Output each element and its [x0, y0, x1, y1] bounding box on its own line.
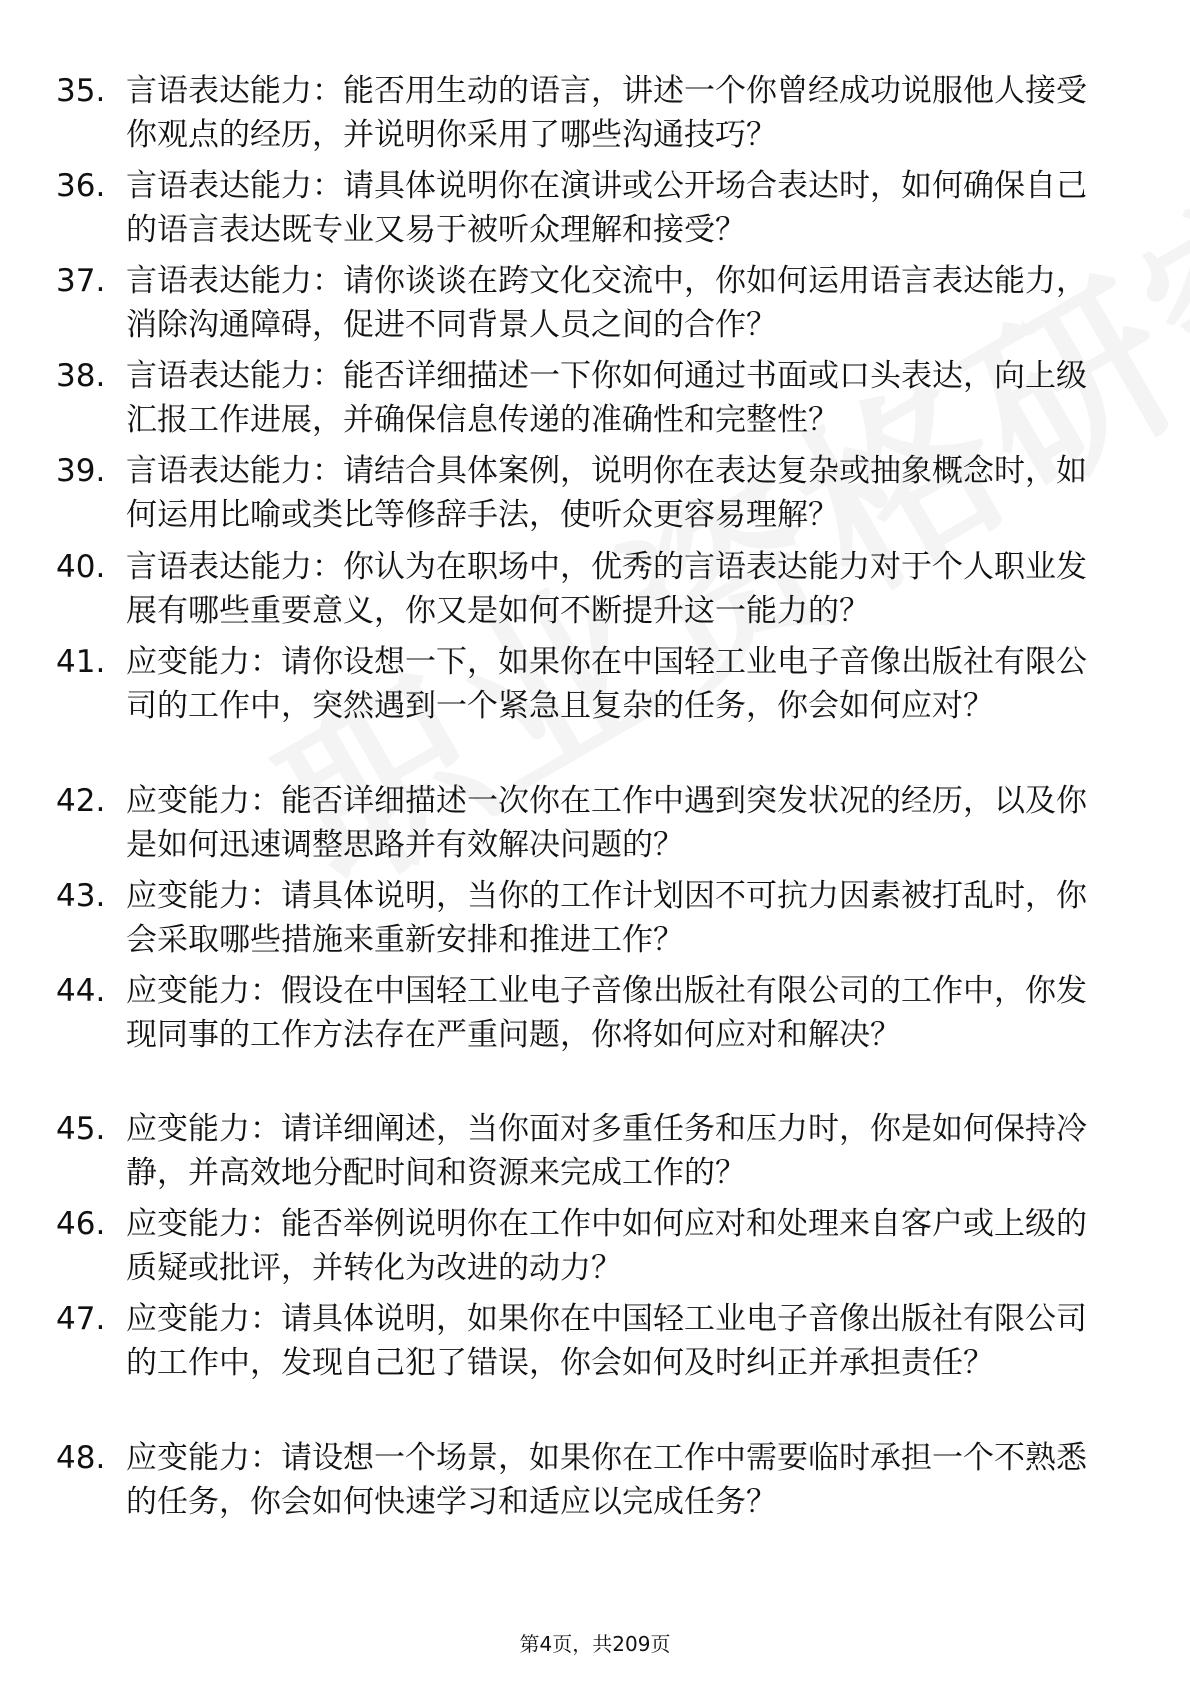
question-number: 46. [56, 1206, 106, 1242]
question-number: 38. [56, 358, 106, 394]
question-text: 言语表达能力：请你谈谈在跨文化交流中，你如何运用语言表达能力，消除沟通障碍，促进不同背景人员之间的合作？ [126, 263, 1087, 343]
question-number: 41. [56, 644, 106, 680]
question-item-42 [56, 779, 1116, 867]
question-text: 言语表达能力：请结合具体案例，说明你在表达复杂或抽象概念时，如何运用比喻或类比等修辞手法，使听众更容易理解？ [126, 453, 1087, 533]
question-number: 40. [56, 549, 106, 585]
question-text: 应变能力：请设想一个场景，如果你在工作中需要临时承担一个不熟悉的任务，你会如何快速学习和适应以完成任务？ [126, 1440, 1087, 1520]
question-number: 42. [56, 783, 106, 819]
question-number: 37. [56, 263, 106, 299]
question-item-35 [56, 69, 1116, 157]
question-text: 应变能力：请详细阐述，当你面对多重任务和压力时，你是如何保持冷静，并高效地分配时间和资源来完成工作的？ [126, 1111, 1087, 1191]
question-item-36 [56, 164, 1116, 252]
question-item-48 [56, 1436, 1116, 1524]
question-number: 44. [56, 973, 106, 1009]
question-number: 48. [56, 1440, 106, 1476]
question-text: 言语表达能力：能否用生动的语言，讲述一个你曾经成功说服他人接受你观点的经历，并说明你采用了哪些沟通技巧？ [126, 73, 1087, 153]
question-text: 应变能力：能否详细描述一次你在工作中遇到突发状况的经历，以及你是如何迅速调整思路并有效解决问题的？ [126, 783, 1087, 863]
question-item-39 [56, 449, 1116, 537]
question-text: 应变能力：请你设想一下，如果你在中国轻工业电子音像出版社有限公司的工作中，突然遇到一个紧急且复杂的任务，你会如何应对？ [126, 644, 1087, 724]
page-number-label: 第4页，共209页 [519, 1632, 671, 1656]
question-number: 36. [56, 168, 106, 204]
question-text: 言语表达能力：能否详细描述一下你如何通过书面或口头表达，向上级汇报工作进展，并确保信息传递的准确性和完整性？ [126, 358, 1087, 438]
page-footer [0, 1631, 1190, 1657]
question-item-45 [56, 1107, 1116, 1195]
question-item-38 [56, 354, 1116, 442]
question-text: 言语表达能力：请具体说明你在演讲或公开场合表达时，如何确保自己的语言表达既专业又易于被听众理解和接受？ [126, 168, 1087, 248]
question-text: 应变能力：能否举例说明你在工作中如何应对和处理来自客户或上级的质疑或批评，并转化为改进的动力？ [126, 1206, 1087, 1286]
question-item-47 [56, 1297, 1116, 1385]
question-item-46 [56, 1202, 1116, 1290]
question-item-43 [56, 874, 1116, 962]
question-text: 言语表达能力：你认为在职场中，优秀的言语表达能力对于个人职业发展有哪些重要意义，你又是如何不断提升这一能力的？ [126, 549, 1087, 629]
question-item-44 [56, 969, 1116, 1057]
question-text: 应变能力：假设在中国轻工业电子音像出版社有限公司的工作中，你发现同事的工作方法存在严重问题，你将如何应对和解决？ [126, 973, 1087, 1053]
question-text: 应变能力：请具体说明，当你的工作计划因不可抗力因素被打乱时，你会采取哪些措施来重新安排和推进工作？ [126, 878, 1087, 958]
question-text: 应变能力：请具体说明，如果你在中国轻工业电子音像出版社有限公司的工作中，发现自己犯了错误，你会如何及时纠正并承担责任？ [126, 1301, 1087, 1381]
question-item-37 [56, 259, 1116, 347]
question-item-40 [56, 545, 1116, 633]
question-number: 35. [56, 73, 106, 109]
question-number: 45. [56, 1111, 106, 1147]
question-number: 39. [56, 453, 106, 489]
question-item-41 [56, 640, 1116, 728]
question-number: 43. [56, 878, 106, 914]
question-number: 47. [56, 1301, 106, 1337]
